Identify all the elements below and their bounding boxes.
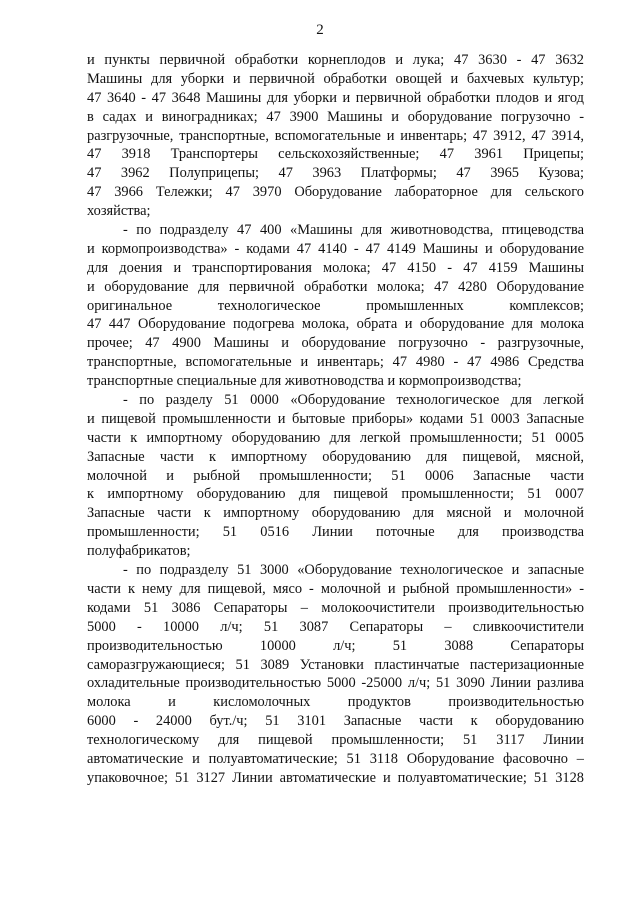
- text-line: и оборудование для первичной обработки молока; 47 4280 Оборудование: [87, 278, 584, 295]
- text-line: 47 3640 - 47 3648 Машины для уборки и первичной обработки плодов и ягод: [87, 89, 584, 106]
- text-line: охладительные производительностью 5000 -25000 л/ч; 51 3090 Линии разлива: [87, 675, 584, 692]
- text-line: молока и кисломолочных продуктов производительностью: [87, 694, 584, 711]
- text-line: 47 447 Оборудование подогрева молока, обрата и оборудование для молока: [87, 316, 584, 333]
- text-line: и пункты первичной обработки корнеплодов и лука; 47 3630 - 47 3632: [87, 52, 584, 68]
- text-line: к импортному оборудованию для пищевой промышленности; 51 0007: [87, 486, 584, 503]
- text-line: транспортные специальные для животноводства и кормопроизводства;: [87, 373, 522, 390]
- text-line: транспортные, вспомогательные и инвентарь; 47 4980 - 47 4986 Средства: [87, 354, 584, 371]
- body-text: [87, 51, 584, 788]
- text-line: 47 3966 Тележки; 47 3970 Оборудование лабораторное для сельского: [87, 184, 584, 201]
- text-line: - по подразделу 47 400 «Машины для животноводства, птицеводства: [123, 222, 584, 239]
- text-line: автоматические и полуавтоматические; 51 3118 Оборудование фасовочно –: [87, 750, 584, 767]
- text-line: - по разделу 51 0000 «Оборудование технологическое для легкой: [123, 392, 584, 409]
- text-line: 47 3918 Транспортеры сельскохозяйственные; 47 3961 Прицепы;: [87, 146, 584, 163]
- text-line: упаковочное; 51 3127 Линии автоматические и полуавтоматические; 51 3128: [87, 769, 584, 786]
- text-line: для доения и транспортирования молока; 47 4150 - 47 4159 Машины: [87, 259, 584, 276]
- text-line: - по подразделу 51 3000 «Оборудование технологическое и запасные: [123, 562, 584, 579]
- text-line: разгрузочные, транспортные, вспомогательные и инвентарь; 47 3912, 47 3914,: [87, 127, 584, 144]
- text-line: Запасные части к импортному оборудованию для мясной и молочной: [87, 505, 584, 522]
- text-line: технологическому для пищевой промышленности; 51 3117 Линии: [87, 732, 584, 749]
- text-line: прочее; 47 4900 Машины и оборудование погрузочно - разгрузочные,: [87, 335, 584, 352]
- text-line: и пищевой промышленности и бытовые приборы» кодами 51 0003 Запасные: [87, 410, 584, 427]
- text-line: и кормопроизводства» - кодами 47 4140 - 47 4149 Машины и оборудование: [87, 240, 584, 257]
- text-line: 6000 - 24000 бут./ч; 51 3101 Запасные части к оборудованию: [87, 713, 584, 730]
- text-line: полуфабрикатов;: [87, 543, 191, 560]
- page-number: 2: [316, 22, 324, 38]
- text-line: части к нему для пищевой, мясо - молочной и рыбной промышленности» -: [87, 580, 584, 597]
- text-line: молочной и рыбной промышленности; 51 0006 Запасные части: [87, 467, 584, 484]
- text-line: части к импортному оборудованию для легкой промышленности; 51 0005: [87, 429, 584, 446]
- text-line: хозяйства;: [87, 203, 151, 220]
- text-line: производительностью 10000 л/ч; 51 3088 Сепараторы: [87, 637, 584, 654]
- text-line: Машины для уборки и первичной обработки овощей и бахчевых культур;: [87, 70, 584, 87]
- text-line: кодами 51 3086 Сепараторы – молокоочистители производительностью: [87, 599, 584, 616]
- text-line: 5000 - 10000 л/ч; 51 3087 Сепараторы – сливкоочистители: [87, 618, 584, 635]
- text-line: Запасные части к импортному оборудованию для пищевой, мясной,: [87, 448, 584, 465]
- text-line: саморазгружающиеся; 51 3089 Установки пластинчатые пастеризационные: [87, 656, 584, 673]
- text-line: промышленности; 51 0516 Линии поточные для производства: [87, 524, 584, 541]
- text-line: в садах и виноградниках; 47 3900 Машины и оборудование погрузочно -: [87, 108, 584, 125]
- text-line: 47 3962 Полуприцепы; 47 3963 Платформы; 47 3965 Кузова;: [87, 165, 584, 182]
- text-line: оригинальное технологическое промышленных комплексов;: [87, 297, 584, 314]
